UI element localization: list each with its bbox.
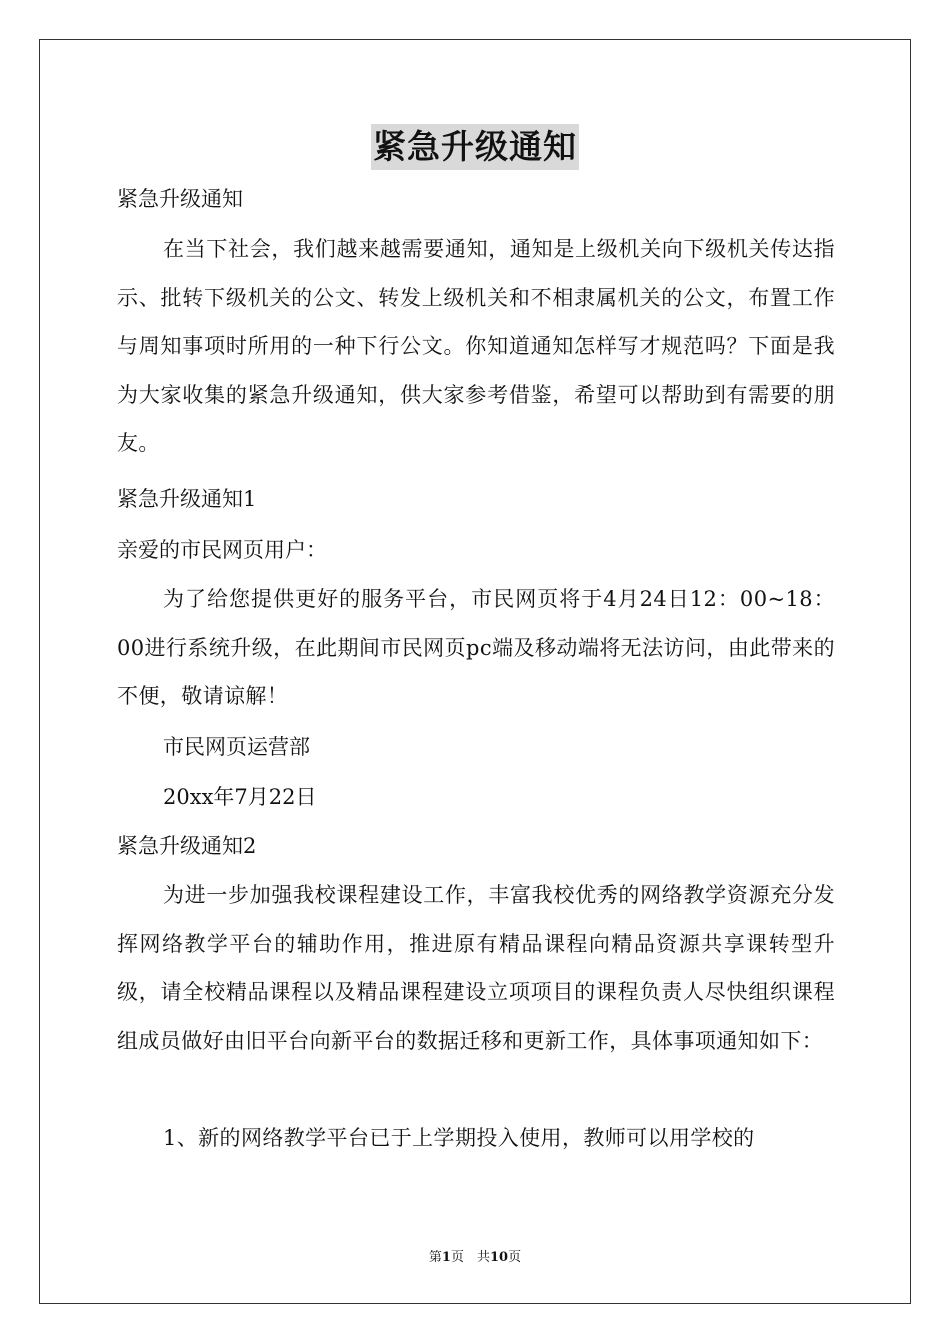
section1-body: 为了给您提供更好的服务平台，市民网页将于4月24日12：00~18：00进行系统升级，在此期间市民网页pc端及移动端将无法访问，由此带来的不便，敬请谅解！ <box>117 587 835 708</box>
page-footer <box>0 1249 950 1267</box>
section1-signature: 市民网页运营部 <box>163 735 310 759</box>
footer-page-mid: 页 共 <box>450 1250 490 1265</box>
footer-page-suffix: 页 <box>508 1250 522 1265</box>
section2-heading: 紧急升级通知2 <box>117 834 257 858</box>
document-title: 紧急升级通知 <box>371 124 579 170</box>
section1-heading: 紧急升级通知1 <box>117 487 257 511</box>
footer-page-prefix: 第 <box>428 1250 442 1265</box>
section1-date: 20xx年7月22日 <box>163 785 317 809</box>
title-container <box>0 124 950 170</box>
section1-salutation: 亲爱的市民网页用户： <box>117 538 327 562</box>
footer-page-current: 1 <box>441 1250 451 1265</box>
document-subtitle: 紧急升级通知 <box>117 187 243 211</box>
section2-item1: 1、新的网络教学平台已于上学期投入使用，教师可以用学校的 <box>163 1126 755 1150</box>
section2-body: 为进一步加强我校课程建设工作，丰富我校优秀的网络教学资源充分发挥网络教学平台的辅助作用，推进原有精品课程向精品资源共享课转型升级，请全校精品课程以及精品课程建设立项项目的课程负责人尽快组织课程组成员做好由旧平台向新平台的数据迁移和更新工作，具体事项通知如下： <box>117 883 835 1053</box>
intro-paragraph: 在当下社会，我们越来越需要通知，通知是上级机关向下级机关传达指示、批转下级机关的公文、转发上级机关和不相隶属机关的公文，布置工作与周知事项时所用的一种下行公文。你知道通知怎样写才规范吗？下面是我为大家收集的紧急升级通知，供大家参考借鉴，希望可以帮助到有需要的朋友。 <box>117 237 835 455</box>
footer-page-total: 10 <box>489 1250 509 1265</box>
